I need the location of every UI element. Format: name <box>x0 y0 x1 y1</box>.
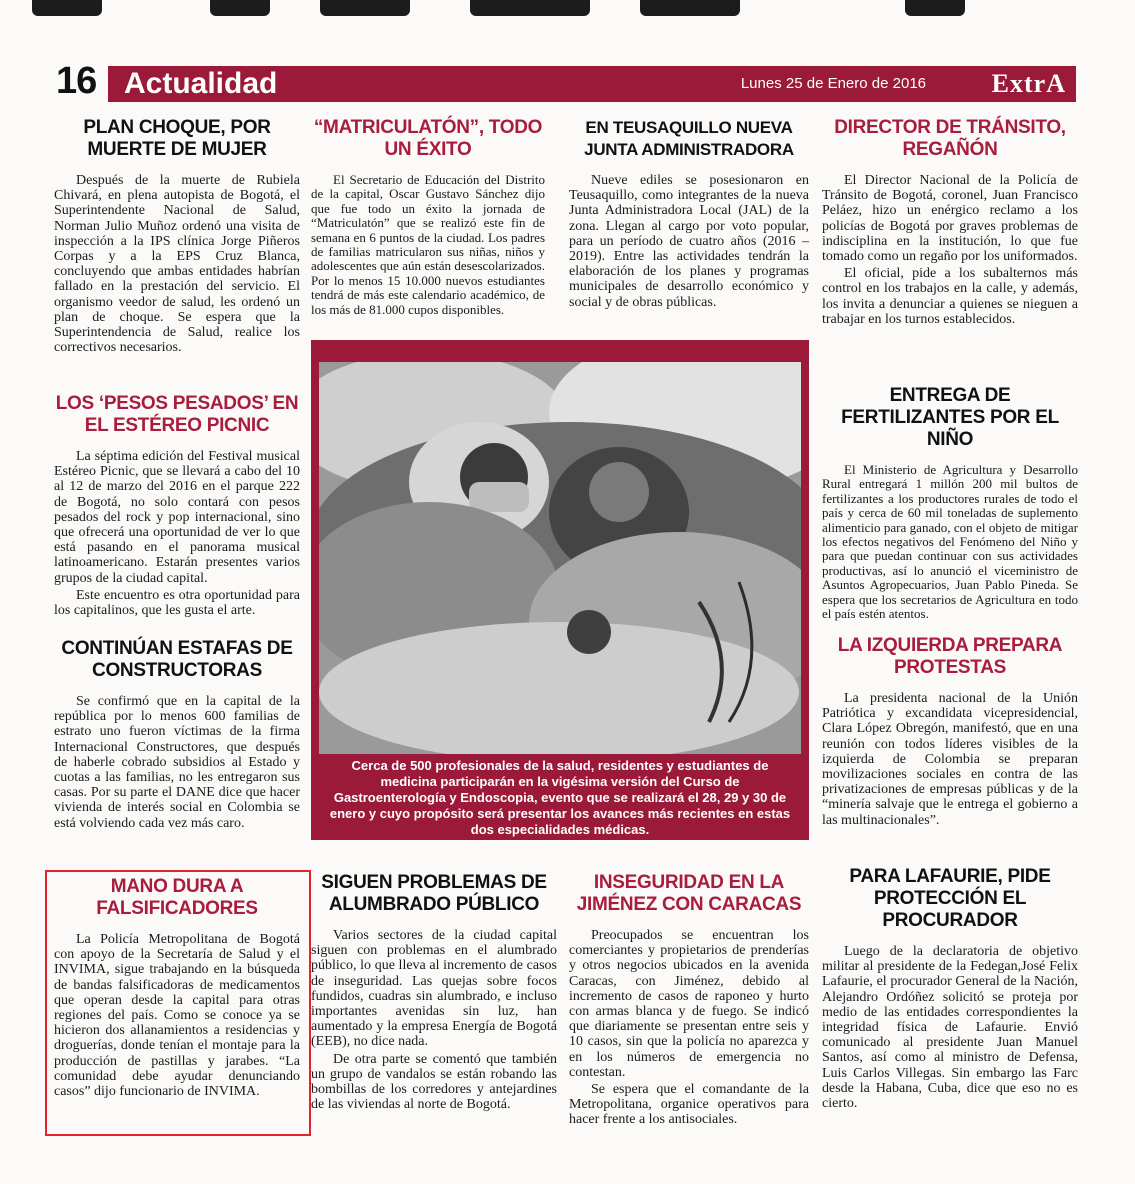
paragraph: Este encuentro es otra oportunidad para los capitalinos, que les gusta el arte. <box>54 587 300 619</box>
story-estafas <box>54 638 300 831</box>
story-inseguridad <box>569 872 809 1128</box>
paragraph: La Policía Metropolitana de Bogotá con apoyo de la Secretaría de Salud y el INVIMA, sigue trabajando en la búsqueda de bandas falsificadoras de medicamentos que operan desde la capital para otras regiones del país. Como se conoce ya se hicieron dos allanamientos a residencias y droguerías, donde tenían el montaje para la producción de pastillas y jarabes. “La comunidad debe ayudar denunciando casos” dijo funcionario de INVIMA. <box>54 932 300 1100</box>
story-matriculaton <box>311 117 545 317</box>
headline: EN TEUSAQUILLO NUEVA JUNTA ADMINISTRADORA <box>584 118 794 159</box>
paragraph: El Secretario de Educación del Distrito de la capital, Oscar Gustavo Sánchez dijo que fue todo un éxito la jornada de “Matriculatón” que se realizó este fin de semana en 6 puntos de la ciudad. Los padres de familias matricularon sus niñas, niños y adolescentes que aún están desescolarizados. Por lo menos 15 10.000 nuevos estudiantes tendrá de más este calendario académico, de los más de 81.000 cupos disponibles. <box>311 172 545 317</box>
headline: “MATRICULATÓN”, TODO UN ÉXITO <box>313 117 543 160</box>
story-teusaquillo <box>569 117 809 310</box>
section-banner <box>108 66 1076 102</box>
story-lafaurie <box>822 866 1078 1111</box>
story-fertilizantes <box>822 385 1078 621</box>
surgery-photo <box>319 362 801 754</box>
story-pesos-pesados <box>54 393 300 618</box>
paragraph: Preocupados se encuentran los comerciantes y propietarios de prenderías y otros negocios ubicados en la avenida Caracas, con Jiménez, debido al incremento de casos de raponeo y hurto con armas blanca y de fuego. Se indicó que diariamente se presentan entre seis y 10 casos, sin que la policía no aparezca y en los números de emergencia no contestan. <box>569 928 809 1080</box>
photo-caption: Cerca de 500 profesionales de la salud, residentes y estudiantes de medicina participarán en la vigésima versión del Curso de Gastroenterología y Endoscopia, evento que se realizará el 28, 29 y 30 de enero y cuyo propósito será presentar los avances más recientes en estas dos especialidades médicas. <box>329 758 791 837</box>
headline: ENTREGA DE FERTILIZANTES POR EL NIÑO <box>841 385 1059 450</box>
headline: LA IZQUIERDA PREPARA PROTESTAS <box>837 635 1063 678</box>
headline: PLAN CHOQUE, POR MUERTE DE MUJER <box>83 117 271 160</box>
paragraph: De otra parte se comentó que también un grupo de vandalos se están robando las bombillas de los corredores y antejardines de las viviendas al norte de Bogotá. <box>311 1051 557 1113</box>
headline: PARA LAFAURIE, PIDE PROTECCIÓN EL PROCURADOR <box>849 866 1051 931</box>
paragraph: El oficial, pide a los subalternos más control en los trabajos en la calle, y además, los invita a denunciar a quienes se nieguen a trabajar en los turnos establecidos. <box>822 266 1078 327</box>
paragraph: Se confirmó que en la capital de la república por lo menos 600 familias de estrato uno fueron víctimas de la firma Internacional Constructores, que después de haberle cobrado subsidios al Estado y cuotas a las familias, no les entregaron sus casas. Por su parte el DANE dice que hacer vivienda de interés social en Colombia se está volviendo cada vez más caro. <box>54 694 300 831</box>
paragraph: Luego de la declaratoria de objetivo militar al presidente de la Fedegan,José Felix Lafaurie, el procurador General de la Nación, Alejandro Ordóñez solicitó se proteja por medio de las entidades correspondientes la integridad física de Lafaurie. Envió comunicado al presidente Juan Manuel Santos, así como al ministro de Defensa, Luis Carlos Villegas. Sin embargo las Farc desde la Habana, Cuba, dice que eso no es cierto. <box>822 944 1078 1112</box>
paragraph: Después de la muerte de Rubiela Chivará, en plena autopista de Bogotá, el Superintendente Nacional de Salud, Norman Julio Muñoz ordenó una visita de inspección a la IPS clínica Jorge Piñeros Corpas y a la EPS Cruz Blanca, concluyendo que ambas entidades habrían fallado en la prestación del servicio. El organismo veedor de salud, les ordenó un plan de choque. Se espera que la Superintendencia de Salud, realice los correctivos necesarios. <box>54 173 300 356</box>
headline: SIGUEN PROBLEMAS DE ALUMBRADO PÚBLICO <box>321 872 547 915</box>
paragraph: El Director Nacional de la Policía de Tránsito de Bogotá, coronel, Juan Francisco Peláez, hizo un enérgico reclamo a los policías de Bogotá por graves problemas de indisciplina en la institución, lo que fue tomado como un regaño por los uniformados. <box>822 173 1078 265</box>
story-izquierda <box>822 635 1078 828</box>
paragraph: Varios sectores de la ciudad capital siguen con problemas en el alumbrado público, lo que lleva al incremento de casos de inseguridad. Las quejas sobre focos fundidos, cuadras sin alumbrado, e incluso importantes avenidas sin luz, han aumentado y la empresa Energía de Bogotá (EEB), no dice nada. <box>311 928 557 1050</box>
story-plan-choque <box>54 117 300 355</box>
headline: LOS ‘PESOS PESADOS’ EN EL ESTÉREO PICNIC <box>55 393 299 436</box>
paragraph: Nueve ediles se posesionaron en Teusaquillo, como integrantes de la nueva Junta Administradora Local (JAL) de la zona. Llegan al cargo por voto popular, para un período de cuatro años (2016 – 2019). Entre las actividades tendrán la elaboración de los planes y programas municipales de desarrollo económico y social y de obras públicas. <box>569 173 809 310</box>
issue-date: Lunes 25 de Enero de 2016 <box>740 75 926 92</box>
clipped-top-strip <box>0 0 1135 34</box>
photo-feature <box>311 340 809 840</box>
headline: CONTINÚAN ESTAFAS DE CONSTRUCTORAS <box>61 638 293 681</box>
brand-logo: ExtrA <box>991 69 1066 98</box>
story-director-transito <box>822 117 1078 327</box>
paragraph: Se espera que el comandante de la Metropolitana, organice operativos para hacer frente a los antisociales. <box>569 1082 809 1128</box>
paragraph: El Ministerio de Agricultura y Desarrollo Rural entregará 1 millón 200 mil bultos de fertilizantes a los productores rurales de todo el país y cerca de 60 mil toneladas de suplemento alimenticio para ganado, con el objeto de mitigar los efectos negativos del Fenómeno del Niño y para que puedan continuar con sus actividades productivas, así lo anunció el viceministro de Asuntos Agropecuarios, Juan Pablo Pineda. Se espera que los secretarios de Agricultura en todo el país estén atentos. <box>822 462 1078 622</box>
paragraph: La presidenta nacional de la Unión Patriótica y excandidata vicepresidencial, Clara López Obregón, manifestó, que en una reunión con todos líderes visibles de la izquierda de Colombia se preparan movilizaciones sociales en contra de las privatizaciones de empresas públicas y de la “minería salvaje que le entrega el gobierno a las multinacionales”. <box>822 691 1078 828</box>
page-number: 16 <box>56 60 97 102</box>
headline: INSEGURIDAD EN LA JIMÉNEZ CON CARACAS <box>576 872 802 915</box>
paragraph: La séptima edición del Festival musical Estéreo Picnic, que se llevará a cabo del 10 al 12 de marzo del 2016 en el parque 222 de Bogotá, no solo contará con pesos pesados del rock y pop internacional, sino que ofrecerá una oportunidad de ver lo que está pasando en el panorama musical latinoamericano. Estarán presentes varios grupos de la ciudad capital. <box>54 449 300 586</box>
headline: DIRECTOR DE TRÁNSITO, REGAÑÓN <box>834 117 1066 160</box>
story-mano-dura <box>54 876 300 1099</box>
headline: MANO DURA A FALSIFICADORES <box>96 876 258 919</box>
page-header <box>56 60 1076 102</box>
section-title: Actualidad <box>124 67 278 100</box>
story-alumbrado <box>311 872 557 1112</box>
